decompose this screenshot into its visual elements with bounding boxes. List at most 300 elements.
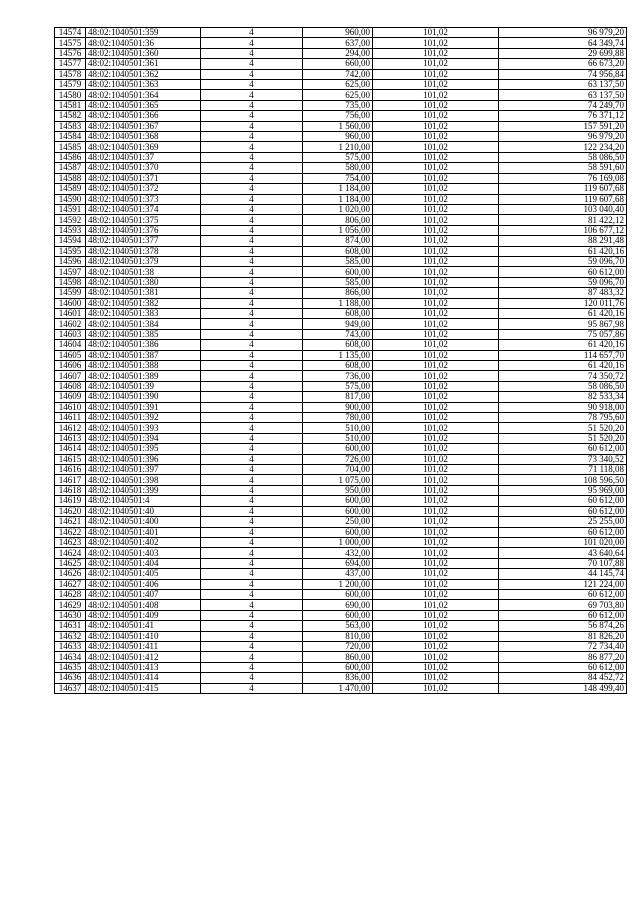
table-row (55, 371, 627, 381)
cadastral-value-cell: 75 057,86 (499, 329, 627, 339)
table-row (55, 69, 627, 79)
row-number-cell: 14610 (55, 402, 86, 412)
table-row (55, 485, 627, 495)
cadastral-value-cell: 96 979,20 (499, 132, 627, 142)
group-cell: 4 (201, 90, 303, 100)
table-body (55, 28, 627, 694)
cadastral-value-cell: 58 086,50 (499, 152, 627, 162)
table-row (55, 402, 627, 412)
table-row (55, 173, 627, 183)
specific-value-cell: 101,02 (373, 465, 499, 475)
area-cell: 806,00 (303, 215, 373, 225)
cadastral-value-cell: 81 422,12 (499, 215, 627, 225)
row-number-cell: 14586 (55, 152, 86, 162)
table-row (55, 48, 627, 58)
area-cell: 575,00 (303, 381, 373, 391)
group-cell: 4 (201, 80, 303, 90)
row-number-cell: 14636 (55, 673, 86, 683)
table-row (55, 579, 627, 589)
specific-value-cell: 101,02 (373, 48, 499, 58)
row-number-cell: 14619 (55, 496, 86, 506)
row-number-cell: 14634 (55, 652, 86, 662)
cadastral-value-cell: 60 612,00 (499, 662, 627, 672)
specific-value-cell: 101,02 (373, 444, 499, 454)
row-number-cell: 14578 (55, 69, 86, 79)
cadastral-value-cell: 148 499,40 (499, 683, 627, 693)
group-cell: 4 (201, 69, 303, 79)
cadastral-number-cell: 48:02:1040501:371 (86, 173, 201, 183)
cadastral-value-cell: 157 591,20 (499, 121, 627, 131)
area-cell: 874,00 (303, 236, 373, 246)
specific-value-cell: 101,02 (373, 454, 499, 464)
specific-value-cell: 101,02 (373, 329, 499, 339)
cadastral-value-cell: 87 483,32 (499, 288, 627, 298)
cadastral-value-cell: 58 591,60 (499, 163, 627, 173)
area-cell: 437,00 (303, 569, 373, 579)
table-row (55, 204, 627, 214)
table-row (55, 496, 627, 506)
area-cell: 1 000,00 (303, 537, 373, 547)
group-cell: 4 (201, 225, 303, 235)
specific-value-cell: 101,02 (373, 194, 499, 204)
specific-value-cell: 101,02 (373, 246, 499, 256)
specific-value-cell: 101,02 (373, 319, 499, 329)
area-cell: 563,00 (303, 621, 373, 631)
group-cell: 4 (201, 340, 303, 350)
row-number-cell: 14599 (55, 288, 86, 298)
cadastral-number-cell: 48:02:1040501:397 (86, 465, 201, 475)
cadastral-value-cell: 96 979,20 (499, 28, 627, 38)
group-cell: 4 (201, 246, 303, 256)
cadastral-number-cell: 48:02:1040501:361 (86, 59, 201, 69)
row-number-cell: 14625 (55, 558, 86, 568)
table-row (55, 152, 627, 162)
cadastral-number-cell: 48:02:1040501:408 (86, 600, 201, 610)
area-cell: 1 560,00 (303, 121, 373, 131)
table-row (55, 361, 627, 371)
table-row (55, 600, 627, 610)
cadastral-value-cell: 74 956,84 (499, 69, 627, 79)
specific-value-cell: 101,02 (373, 485, 499, 495)
table-row (55, 569, 627, 579)
specific-value-cell: 101,02 (373, 184, 499, 194)
cadastral-number-cell: 48:02:1040501:406 (86, 579, 201, 589)
area-cell: 690,00 (303, 600, 373, 610)
group-cell: 4 (201, 142, 303, 152)
row-number-cell: 14627 (55, 579, 86, 589)
specific-value-cell: 101,02 (373, 371, 499, 381)
area-cell: 580,00 (303, 163, 373, 173)
specific-value-cell: 101,02 (373, 38, 499, 48)
row-number-cell: 14622 (55, 527, 86, 537)
table-row (55, 444, 627, 454)
cadastral-value-cell: 78 795,60 (499, 413, 627, 423)
group-cell: 4 (201, 173, 303, 183)
group-cell: 4 (201, 111, 303, 121)
area-cell: 756,00 (303, 111, 373, 121)
row-number-cell: 14589 (55, 184, 86, 194)
row-number-cell: 14618 (55, 485, 86, 495)
cadastral-number-cell: 48:02:1040501:380 (86, 277, 201, 287)
cadastral-value-cell: 103 040,40 (499, 204, 627, 214)
cadastral-number-cell: 48:02:1040501:393 (86, 423, 201, 433)
area-cell: 1 210,00 (303, 142, 373, 152)
row-number-cell: 14603 (55, 329, 86, 339)
area-cell: 736,00 (303, 371, 373, 381)
specific-value-cell: 101,02 (373, 433, 499, 443)
group-cell: 4 (201, 100, 303, 110)
group-cell: 4 (201, 465, 303, 475)
specific-value-cell: 101,02 (373, 589, 499, 599)
table-row (55, 277, 627, 287)
table-row (55, 537, 627, 547)
group-cell: 4 (201, 433, 303, 443)
area-cell: 1 184,00 (303, 194, 373, 204)
cadastral-value-cell: 88 291,48 (499, 236, 627, 246)
row-number-cell: 14608 (55, 381, 86, 391)
table-row (55, 246, 627, 256)
table-row (55, 121, 627, 131)
cadastral-value-cell: 56 874,26 (499, 621, 627, 631)
group-cell: 4 (201, 579, 303, 589)
group-cell: 4 (201, 673, 303, 683)
area-cell: 660,00 (303, 59, 373, 69)
table-row (55, 381, 627, 391)
specific-value-cell: 101,02 (373, 496, 499, 506)
row-number-cell: 14623 (55, 537, 86, 547)
table-row (55, 100, 627, 110)
area-cell: 1 056,00 (303, 225, 373, 235)
group-cell: 4 (201, 163, 303, 173)
cadastral-value-cell: 60 612,00 (499, 267, 627, 277)
cadastral-number-cell: 48:02:1040501:395 (86, 444, 201, 454)
table-row (55, 308, 627, 318)
row-number-cell: 14580 (55, 90, 86, 100)
cadastral-number-cell: 48:02:1040501:385 (86, 329, 201, 339)
group-cell: 4 (201, 683, 303, 693)
specific-value-cell: 101,02 (373, 621, 499, 631)
area-cell: 1 470,00 (303, 683, 373, 693)
row-number-cell: 14635 (55, 662, 86, 672)
area-cell: 960,00 (303, 132, 373, 142)
area-cell: 637,00 (303, 38, 373, 48)
group-cell: 4 (201, 527, 303, 537)
group-cell: 4 (201, 236, 303, 246)
table-row (55, 465, 627, 475)
area-cell: 608,00 (303, 246, 373, 256)
cadastral-value-cell: 29 699,88 (499, 48, 627, 58)
cadastral-number-cell: 48:02:1040501:375 (86, 215, 201, 225)
cadastral-number-cell: 48:02:1040501:364 (86, 90, 201, 100)
area-cell: 1 020,00 (303, 204, 373, 214)
table-row (55, 506, 627, 516)
group-cell: 4 (201, 371, 303, 381)
row-number-cell: 14584 (55, 132, 86, 142)
group-cell: 4 (201, 569, 303, 579)
area-cell: 608,00 (303, 340, 373, 350)
row-number-cell: 14574 (55, 28, 86, 38)
cadastral-number-cell: 48:02:1040501:386 (86, 340, 201, 350)
area-cell: 1 075,00 (303, 475, 373, 485)
row-number-cell: 14595 (55, 246, 86, 256)
specific-value-cell: 101,02 (373, 558, 499, 568)
specific-value-cell: 101,02 (373, 683, 499, 693)
group-cell: 4 (201, 28, 303, 38)
group-cell: 4 (201, 631, 303, 641)
group-cell: 4 (201, 121, 303, 131)
table-row (55, 38, 627, 48)
row-number-cell: 14604 (55, 340, 86, 350)
group-cell: 4 (201, 319, 303, 329)
cadastral-number-cell: 48:02:1040501:391 (86, 402, 201, 412)
area-cell: 575,00 (303, 152, 373, 162)
area-cell: 600,00 (303, 267, 373, 277)
specific-value-cell: 101,02 (373, 579, 499, 589)
cadastral-number-cell: 48:02:1040501:389 (86, 371, 201, 381)
cadastral-value-cell: 86 877,20 (499, 652, 627, 662)
cadastral-number-cell: 48:02:1040501:414 (86, 673, 201, 683)
cadastral-value-table (54, 27, 627, 694)
specific-value-cell: 101,02 (373, 340, 499, 350)
area-cell: 960,00 (303, 28, 373, 38)
cadastral-value-cell: 60 612,00 (499, 496, 627, 506)
cadastral-value-cell: 73 340,52 (499, 454, 627, 464)
table-row (55, 329, 627, 339)
table-row (55, 59, 627, 69)
row-number-cell: 14615 (55, 454, 86, 464)
row-number-cell: 14585 (55, 142, 86, 152)
group-cell: 4 (201, 392, 303, 402)
area-cell: 600,00 (303, 496, 373, 506)
group-cell: 4 (201, 381, 303, 391)
cadastral-value-cell: 81 826,20 (499, 631, 627, 641)
area-cell: 810,00 (303, 631, 373, 641)
cadastral-number-cell: 48:02:1040501:37 (86, 152, 201, 162)
specific-value-cell: 101,02 (373, 641, 499, 651)
area-cell: 600,00 (303, 506, 373, 516)
cadastral-value-cell: 61 420,16 (499, 246, 627, 256)
cadastral-value-cell: 60 612,00 (499, 527, 627, 537)
cadastral-number-cell: 48:02:1040501:410 (86, 631, 201, 641)
specific-value-cell: 101,02 (373, 537, 499, 547)
cadastral-value-cell: 114 657,70 (499, 350, 627, 360)
table-row (55, 454, 627, 464)
specific-value-cell: 101,02 (373, 59, 499, 69)
specific-value-cell: 101,02 (373, 506, 499, 516)
group-cell: 4 (201, 621, 303, 631)
cadastral-value-cell: 76 169,08 (499, 173, 627, 183)
area-cell: 754,00 (303, 173, 373, 183)
area-cell: 1 188,00 (303, 298, 373, 308)
group-cell: 4 (201, 48, 303, 58)
cadastral-number-cell: 48:02:1040501:366 (86, 111, 201, 121)
specific-value-cell: 101,02 (373, 152, 499, 162)
cadastral-number-cell: 48:02:1040501:4 (86, 496, 201, 506)
row-number-cell: 14632 (55, 631, 86, 641)
table-row (55, 142, 627, 152)
cadastral-value-cell: 60 612,00 (499, 610, 627, 620)
row-number-cell: 14616 (55, 465, 86, 475)
specific-value-cell: 101,02 (373, 80, 499, 90)
table-row (55, 652, 627, 662)
table-row (55, 319, 627, 329)
table-row (55, 517, 627, 527)
row-number-cell: 14576 (55, 48, 86, 58)
cadastral-value-cell: 121 224,00 (499, 579, 627, 589)
cadastral-number-cell: 48:02:1040501:36 (86, 38, 201, 48)
row-number-cell: 14611 (55, 413, 86, 423)
specific-value-cell: 101,02 (373, 392, 499, 402)
cadastral-number-cell: 48:02:1040501:382 (86, 298, 201, 308)
row-number-cell: 14637 (55, 683, 86, 693)
row-number-cell: 14628 (55, 589, 86, 599)
specific-value-cell: 101,02 (373, 610, 499, 620)
cadastral-number-cell: 48:02:1040501:413 (86, 662, 201, 672)
cadastral-number-cell: 48:02:1040501:415 (86, 683, 201, 693)
specific-value-cell: 101,02 (373, 517, 499, 527)
cadastral-value-cell: 61 420,16 (499, 340, 627, 350)
cadastral-value-cell: 82 533,34 (499, 392, 627, 402)
cadastral-number-cell: 48:02:1040501:38 (86, 267, 201, 277)
table-row (55, 267, 627, 277)
area-cell: 600,00 (303, 589, 373, 599)
table-row (55, 225, 627, 235)
cadastral-value-cell: 70 107,88 (499, 558, 627, 568)
cadastral-number-cell: 48:02:1040501:392 (86, 413, 201, 423)
cadastral-number-cell: 48:02:1040501:376 (86, 225, 201, 235)
area-cell: 742,00 (303, 69, 373, 79)
row-number-cell: 14592 (55, 215, 86, 225)
table-row (55, 111, 627, 121)
table-row (55, 433, 627, 443)
group-cell: 4 (201, 423, 303, 433)
area-cell: 600,00 (303, 444, 373, 454)
specific-value-cell: 101,02 (373, 288, 499, 298)
table-row (55, 163, 627, 173)
table-row (55, 413, 627, 423)
specific-value-cell: 101,02 (373, 381, 499, 391)
cadastral-value-cell: 61 420,16 (499, 308, 627, 318)
specific-value-cell: 101,02 (373, 111, 499, 121)
cadastral-value-cell: 95 969,00 (499, 485, 627, 495)
table-row (55, 298, 627, 308)
area-cell: 625,00 (303, 90, 373, 100)
table-row (55, 589, 627, 599)
group-cell: 4 (201, 475, 303, 485)
area-cell: 432,00 (303, 548, 373, 558)
cadastral-value-cell: 71 118,08 (499, 465, 627, 475)
cadastral-number-cell: 48:02:1040501:412 (86, 652, 201, 662)
cadastral-number-cell: 48:02:1040501:377 (86, 236, 201, 246)
cadastral-value-cell: 76 371,12 (499, 111, 627, 121)
table-row (55, 423, 627, 433)
group-cell: 4 (201, 496, 303, 506)
table-row (55, 236, 627, 246)
group-cell: 4 (201, 506, 303, 516)
cadastral-value-cell: 60 612,00 (499, 506, 627, 516)
area-cell: 510,00 (303, 433, 373, 443)
specific-value-cell: 101,02 (373, 423, 499, 433)
cadastral-number-cell: 48:02:1040501:369 (86, 142, 201, 152)
row-number-cell: 14581 (55, 100, 86, 110)
cadastral-value-cell: 51 520,20 (499, 433, 627, 443)
area-cell: 817,00 (303, 392, 373, 402)
cadastral-number-cell: 48:02:1040501:41 (86, 621, 201, 631)
area-cell: 704,00 (303, 465, 373, 475)
group-cell: 4 (201, 589, 303, 599)
specific-value-cell: 101,02 (373, 256, 499, 266)
area-cell: 600,00 (303, 662, 373, 672)
table-row (55, 662, 627, 672)
table-row (55, 194, 627, 204)
group-cell: 4 (201, 454, 303, 464)
cadastral-number-cell: 48:02:1040501:404 (86, 558, 201, 568)
group-cell: 4 (201, 215, 303, 225)
cadastral-number-cell: 48:02:1040501:398 (86, 475, 201, 485)
row-number-cell: 14630 (55, 610, 86, 620)
row-number-cell: 14590 (55, 194, 86, 204)
group-cell: 4 (201, 277, 303, 287)
area-cell: 510,00 (303, 423, 373, 433)
cadastral-number-cell: 48:02:1040501:399 (86, 485, 201, 495)
specific-value-cell: 101,02 (373, 402, 499, 412)
specific-value-cell: 101,02 (373, 298, 499, 308)
row-number-cell: 14596 (55, 256, 86, 266)
cadastral-value-cell: 59 096,70 (499, 256, 627, 266)
row-number-cell: 14617 (55, 475, 86, 485)
cadastral-number-cell: 48:02:1040501:390 (86, 392, 201, 402)
cadastral-value-cell: 84 452,72 (499, 673, 627, 683)
cadastral-number-cell: 48:02:1040501:370 (86, 163, 201, 173)
cadastral-value-cell: 90 918,00 (499, 402, 627, 412)
row-number-cell: 14624 (55, 548, 86, 558)
specific-value-cell: 101,02 (373, 277, 499, 287)
area-cell: 625,00 (303, 80, 373, 90)
cadastral-number-cell: 48:02:1040501:365 (86, 100, 201, 110)
cadastral-value-cell: 43 640,64 (499, 548, 627, 558)
group-cell: 4 (201, 517, 303, 527)
group-cell: 4 (201, 132, 303, 142)
specific-value-cell: 101,02 (373, 132, 499, 142)
cadastral-number-cell: 48:02:1040501:394 (86, 433, 201, 443)
specific-value-cell: 101,02 (373, 569, 499, 579)
row-number-cell: 14621 (55, 517, 86, 527)
group-cell: 4 (201, 204, 303, 214)
area-cell: 836,00 (303, 673, 373, 683)
specific-value-cell: 101,02 (373, 652, 499, 662)
cadastral-value-cell: 106 677,12 (499, 225, 627, 235)
cadastral-value-cell: 60 612,00 (499, 444, 627, 454)
specific-value-cell: 101,02 (373, 225, 499, 235)
specific-value-cell: 101,02 (373, 28, 499, 38)
area-cell: 743,00 (303, 329, 373, 339)
cadastral-value-cell: 119 607,68 (499, 184, 627, 194)
table-row (55, 527, 627, 537)
cadastral-number-cell: 48:02:1040501:367 (86, 121, 201, 131)
specific-value-cell: 101,02 (373, 121, 499, 131)
row-number-cell: 14605 (55, 350, 86, 360)
cadastral-value-cell: 44 145,74 (499, 569, 627, 579)
group-cell: 4 (201, 38, 303, 48)
cadastral-number-cell: 48:02:1040501:400 (86, 517, 201, 527)
row-number-cell: 14614 (55, 444, 86, 454)
cadastral-number-cell: 48:02:1040501:409 (86, 610, 201, 620)
table-row (55, 683, 627, 693)
group-cell: 4 (201, 59, 303, 69)
area-cell: 294,00 (303, 48, 373, 58)
cadastral-number-cell: 48:02:1040501:381 (86, 288, 201, 298)
cadastral-number-cell: 48:02:1040501:40 (86, 506, 201, 516)
